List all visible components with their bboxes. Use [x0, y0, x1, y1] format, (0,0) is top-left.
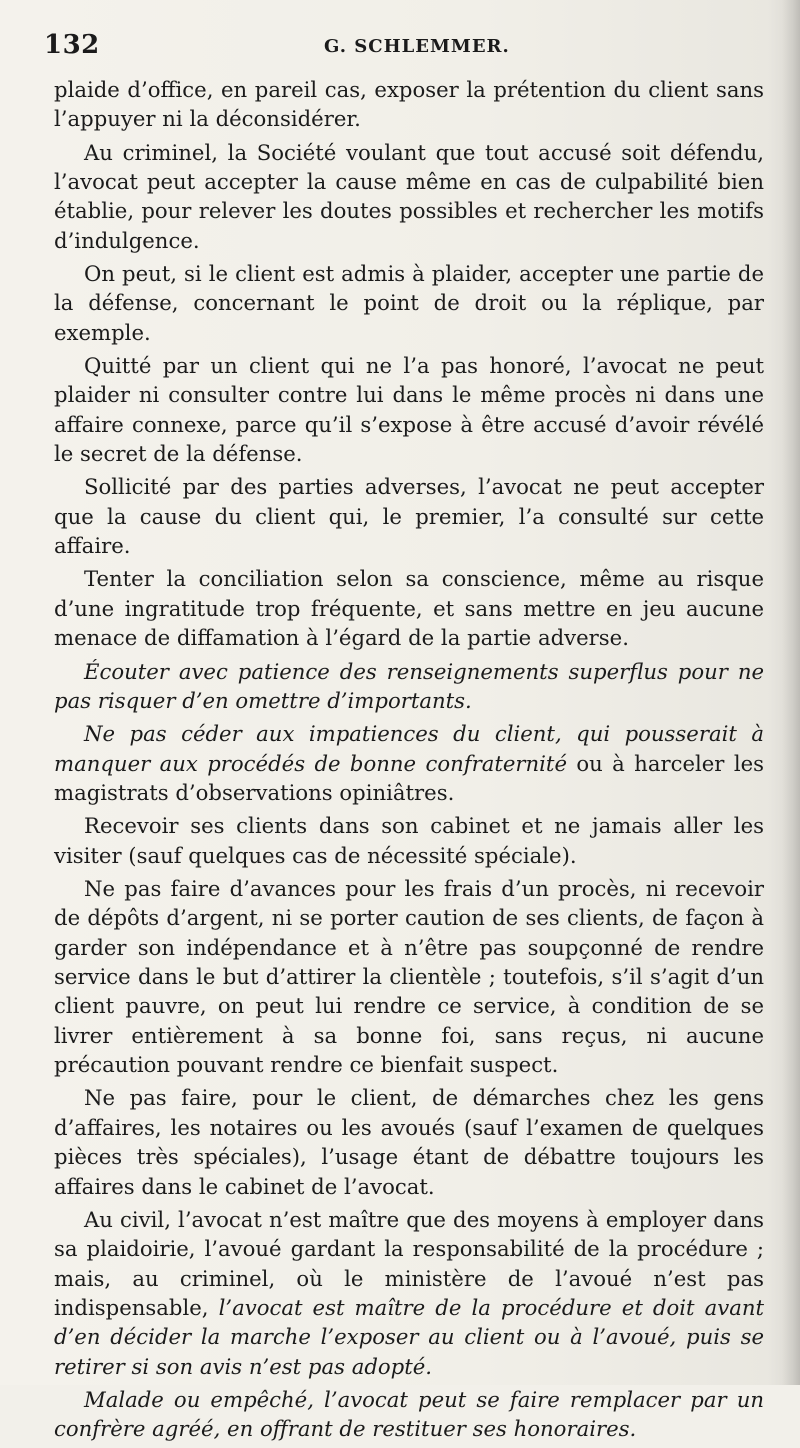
text-run: Quitté par un client qui ne l’a pas honoré, l’avocat ne peut plaider ni consulter contre lui dans le même procès ni dans une affaire connexe, parce qu’il s’expose à être accusé d’avoir révélé le secret de la défense.	[54, 353, 764, 467]
paragraph	[54, 657, 764, 716]
paragraph	[54, 138, 764, 256]
text-run: On peut, si le client est admis à plaider, accepter une partie de la défense, concernant le point de droit ou la réplique, par exemple.	[54, 261, 764, 345]
paragraph	[54, 874, 764, 1080]
paragraph	[54, 1205, 764, 1381]
paragraph	[54, 472, 764, 560]
paragraph	[54, 1083, 764, 1201]
italic-text: Écouter avec patience des renseignements superflus pour ne pas risquer d’en omettre d’importants.	[54, 658, 764, 713]
body-text	[54, 75, 764, 1448]
page-edge-shadow	[782, 0, 800, 1385]
text-run: Recevoir ses clients dans son cabinet et ne jamais aller les visiter (sauf quelques cas de nécessité spéciale).	[54, 813, 764, 868]
text-run: ou à harceler les magistrats d’observations opiniâtres.	[54, 750, 765, 805]
paragraph	[54, 564, 764, 652]
text-run: Tenter la conciliation selon sa conscience, même au risque d’une ingratitude trop fréquente, et sans mettre en jeu aucune menace de diffamation à l’égard de la partie adverse.	[54, 566, 764, 651]
text-run: Ne pas faire, pour le client, de démarches chez les gens d’affaires, les notaires ou les avoués (sauf l’examen de quelques pièces très spéciales), l’usage étant de débattre toujours les affaires dans le cabinet de l’avocat.	[54, 1085, 764, 1199]
paragraph	[54, 75, 764, 134]
paragraph	[54, 351, 764, 469]
paragraph	[54, 811, 764, 870]
italic-text: l’avocat est maître de la procédure et doit avant d’en décider la marche l’exposer au client ou à l’avoué, puis se retirer si son avis n’est pas adopté.	[54, 1295, 764, 1379]
text-run: Au criminel, la Société voulant que tout accusé soit défendu, l’avocat peut accepter la cause même en cas de culpabilité bien établie, pour relever les doutes possibles et rechercher les motifs d’indulgence.	[54, 139, 764, 253]
text-run: Ne pas faire d’avances pour les frais d’un procès, ni recevoir de dépôts d’argent, ni se porter caution de ses clients, de façon à garder son indépendance et à n’être pas soupçonné de rendre service dans le but d’attirer la clientèle ; toutefois, s’il s’agit d’un client pauvre, on peut lui rendre ce service, à condition de se livrer entièrement à sa bonne foi, sans reçus, ni aucune précaution pouvant rendre ce bienfait suspect.	[54, 875, 764, 1078]
paragraph	[54, 719, 764, 807]
italic-text: Malade ou empêché, l’avocat peut se faire remplacer par un confrère agréé, en offrant de restituer ses honoraires.	[54, 1387, 764, 1442]
paragraph	[54, 1385, 764, 1444]
page-number: 132	[44, 30, 100, 60]
text-run: Au civil, l’avocat n’est maître que des moyens à employer dans sa plaidoirie, l’avoué gardant la responsabilité de la procédure ; mais, au criminel, où le ministère de l’avoué n’est pas indispensable,	[54, 1206, 764, 1321]
text-run: plaide d’office, en pareil cas, exposer la prétention du client sans l’appuyer ni la déconsidérer.	[54, 77, 764, 132]
running-title: G. SCHLEMMER.	[324, 36, 510, 57]
paragraph	[54, 259, 764, 347]
italic-text: Ne pas céder aux impatiences du client, qui pousserait à manquer aux procédés de bonne confraternité	[54, 721, 764, 776]
page-header	[44, 30, 760, 70]
text-run: Sollicité par des parties adverses, l’avocat ne peut accepter que la cause du client qui, le premier, l’a consulté sur cette affaire.	[54, 474, 764, 559]
